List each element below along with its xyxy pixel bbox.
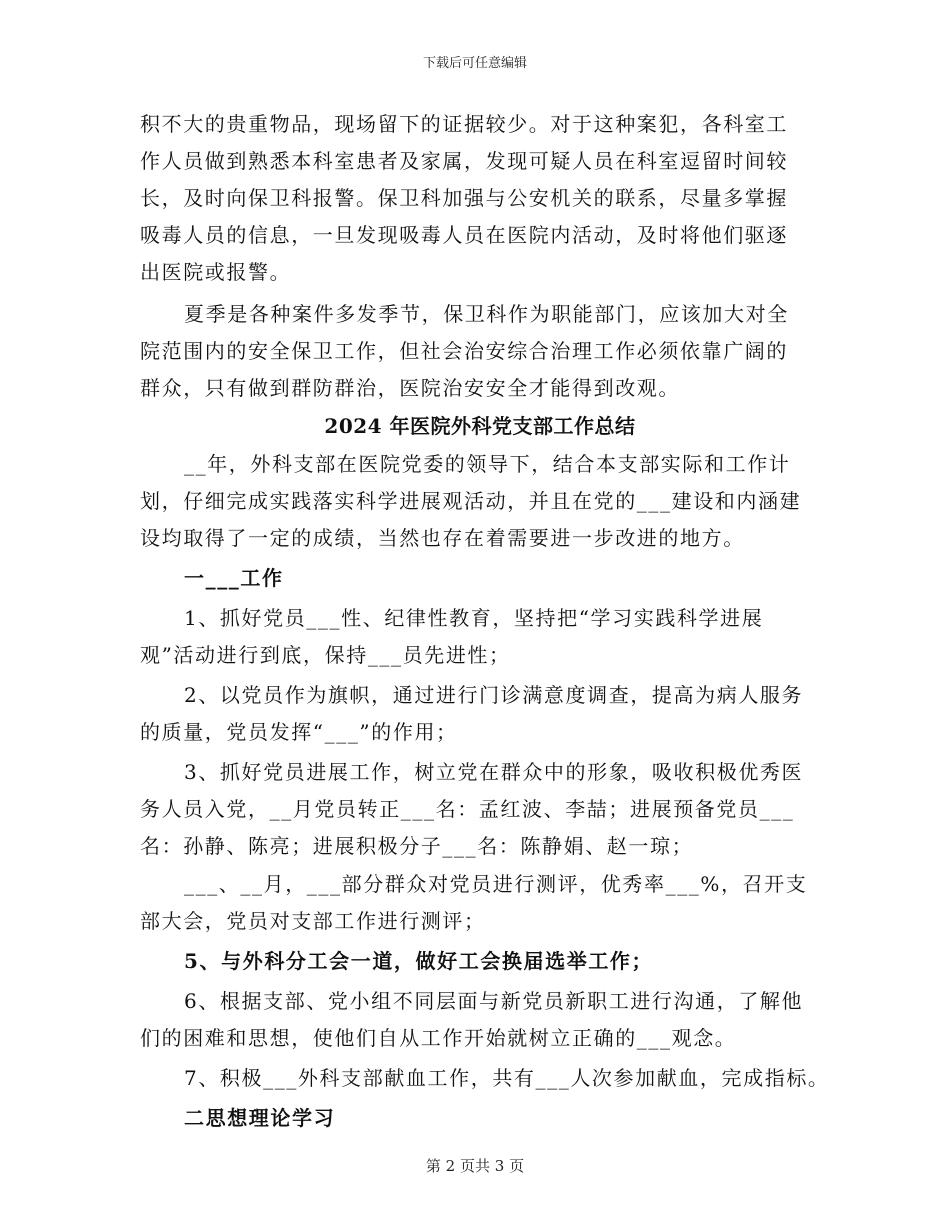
- list-item-cont: 的质量，党员发挥“___”的作用；: [140, 720, 458, 744]
- page-footer: 第 2 页共 3 页: [425, 1157, 525, 1175]
- subheading: 一___工作: [184, 566, 284, 590]
- paragraph-line: 作人员做到熟悉本科室患者及家属，发现可疑人员在科室逗留时间较: [140, 149, 788, 173]
- paragraph-line: 院范围内的安全保卫工作，但社会治安综合治理工作必须依靠广阔的: [140, 339, 788, 363]
- paragraph-line: 划，仔细完成实践落实科学进展观活动，并且在党的___建设和内涵建: [140, 489, 802, 513]
- list-item-cont: 务人员入党，__月党员转正___名：孟红波、李喆；进展预备党员___: [140, 797, 795, 821]
- paragraph-line: 积不大的贵重物品，现场留下的证据较少。对于这种案犯，各科室工: [140, 112, 788, 136]
- list-item: ___、__月，___部分群众对党员进行测评，优秀率___%，召开支: [184, 872, 808, 896]
- paragraph-line: 夏季是各种案件多发季节，保卫科作为职能部门，应该加大对全: [184, 302, 789, 326]
- paragraph-line: 群众，只有做到群防群治，医院治安安全才能得到改观。: [140, 376, 680, 400]
- paragraph-line: 吸毒人员的信息，一旦发现吸毒人员在医院内活动，及时将他们驱逐: [140, 223, 788, 247]
- list-item: 3、抓好党员进展工作，树立党在群众中的形象，吸收积极优秀医: [184, 760, 804, 784]
- list-item: 2、以党员作为旗帜，通过进行门诊满意度调查，提高为病人服务: [184, 683, 804, 707]
- paragraph-line: __年，外科支部在医院党委的领导下，结合本支部实际和工作计: [184, 452, 791, 476]
- paragraph-line: 设均取得了一定的成绩，当然也存在着需要进一步改进的地方。: [140, 526, 745, 550]
- list-item: 1、抓好党员___性、纪律性教育，坚持把“学习实践科学进展: [184, 606, 764, 630]
- list-item-cont: 观”活动进行到底，保持___员先进性；: [140, 643, 511, 667]
- page-header: 下载后可任意编辑: [422, 56, 527, 71]
- list-item: 6、根据支部、党小组不同层面与新党员新职工进行沟通，了解他: [184, 989, 804, 1013]
- paragraph-line: 长，及时向保卫科报警。保卫科加强与公安机关的联系，尽量多掌握: [140, 186, 788, 210]
- section-title: 2024 年医院外科党支部工作总结: [324, 414, 636, 438]
- list-item-cont: 名：孙静、陈亮；进展积极分子___名：陈静娟、赵一琼；: [140, 834, 694, 858]
- paragraph-line: 出医院或报警。: [140, 260, 292, 284]
- list-item-bold: 5、与外科分工会一道，做好工会换届选举工作；: [184, 949, 654, 973]
- list-item: 7、积极___外科支部献血工作，共有___人次参加献血，完成指标。: [184, 1066, 830, 1090]
- list-item-cont: 部大会，党员对支部工作进行测评；: [140, 909, 486, 933]
- subheading: 二思想理论学习: [184, 1106, 336, 1130]
- list-item-cont: 们的困难和思想，使他们自从工作开始就树立正确的___观念。: [140, 1026, 737, 1050]
